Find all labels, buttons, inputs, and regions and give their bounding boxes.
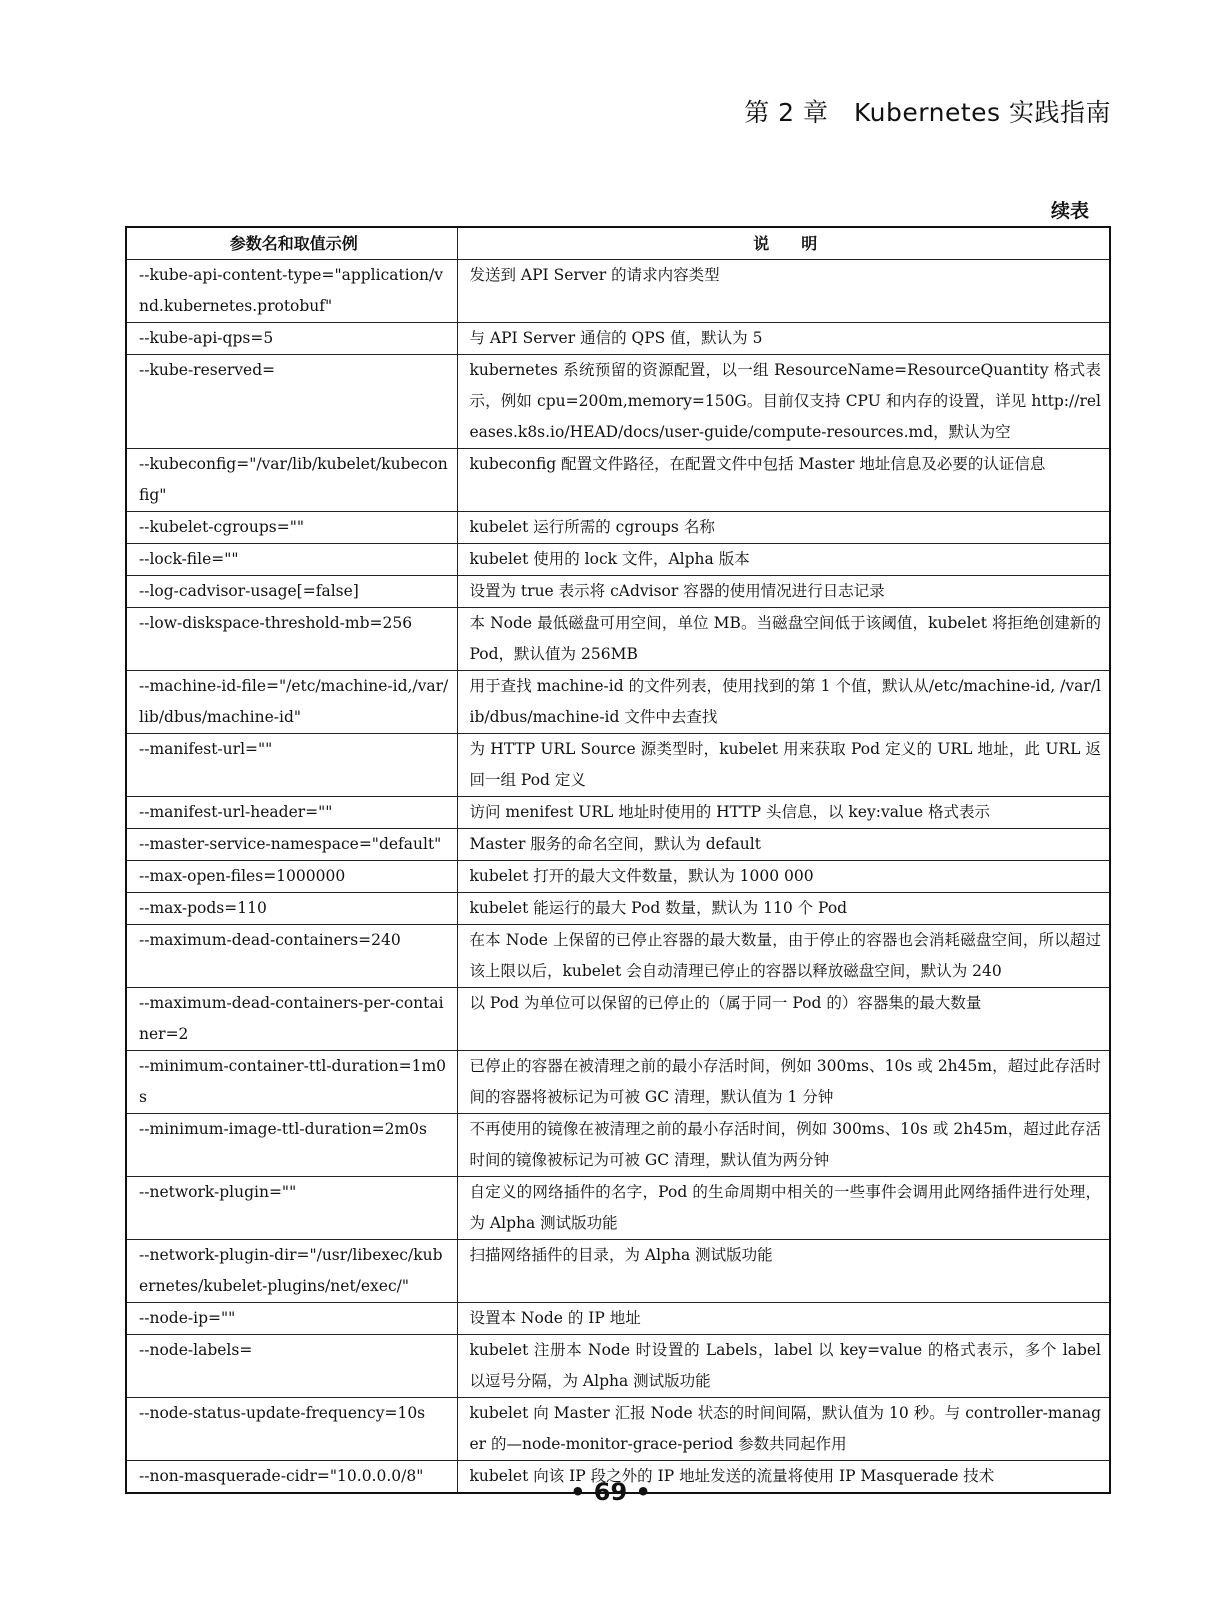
- description-cell: 本 Node 最低磁盘可用空间，单位 MB。当磁盘空间低于该阈值，kubelet 将拒绝创建新的 Pod，默认值为 256MB: [457, 608, 1110, 671]
- description-cell: 以 Pod 为单位可以保留的已停止的（属于同一 Pod 的）容器集的最大数量: [457, 988, 1110, 1051]
- description-cell: 用于查找 machine-id 的文件列表，使用找到的第 1 个值，默认从/etc/machine-id, /var/lib/dbus/machine-id 文件中去查找: [457, 671, 1110, 734]
- description-cell: kubelet 向 Master 汇报 Node 状态的时间间隔，默认值为 10 秒。与 controller-manager 的—node-monitor-grace-period 参数共同起作用: [457, 1398, 1110, 1461]
- table-row: [126, 576, 1110, 608]
- description-cell: 设置本 Node 的 IP 地址: [457, 1303, 1110, 1335]
- table-body: [126, 260, 1110, 1494]
- table-row: [126, 323, 1110, 355]
- description-cell: 扫描网络插件的目录，为 Alpha 测试版功能: [457, 1240, 1110, 1303]
- description-cell: 自定义的网络插件的名字，Pod 的生命周期中相关的一些事件会调用此网络插件进行处理，为 Alpha 测试版功能: [457, 1177, 1110, 1240]
- description-cell: Master 服务的命名空间，默认为 default: [457, 829, 1110, 861]
- description-cell: kubelet 打开的最大文件数量，默认为 1000 000: [457, 861, 1110, 893]
- description-cell: 与 API Server 通信的 QPS 值，默认为 5: [457, 323, 1110, 355]
- parameter-table: [125, 226, 1111, 1494]
- table-row: [126, 988, 1110, 1051]
- table-row: [126, 1335, 1110, 1398]
- description-cell: kubernetes 系统预留的资源配置，以一组 ResourceName=ResourceQuantity 格式表示，例如 cpu=200m,memory=150G。目前仅支持 CPU 和内存的设置，详见 http://releases.k8s.io/HEAD/docs/user-guide/compute-resources.md，默认为空: [457, 355, 1110, 449]
- parameter-cell: --kubelet-cgroups="": [126, 512, 457, 544]
- parameter-cell: --log-cadvisor-usage[=false]: [126, 576, 457, 608]
- parameter-cell: --kube-api-content-type="application/vnd.kubernetes.protobuf": [126, 260, 457, 323]
- table-row: [126, 1240, 1110, 1303]
- description-cell: kubelet 注册本 Node 时设置的 Labels，label 以 key=value 的格式表示，多个 label 以逗号分隔，为 Alpha 测试版功能: [457, 1335, 1110, 1398]
- parameter-cell: --node-status-update-frequency=10s: [126, 1398, 457, 1461]
- parameter-cell: --manifest-url="": [126, 734, 457, 797]
- column-header-parameter: 参数名和取值示例: [126, 227, 457, 260]
- table-row: [126, 734, 1110, 797]
- parameter-cell: --maximum-dead-containers=240: [126, 925, 457, 988]
- table-row: [126, 1177, 1110, 1240]
- parameter-cell: --minimum-image-ttl-duration=2m0s: [126, 1114, 457, 1177]
- parameter-cell: --node-labels=: [126, 1335, 457, 1398]
- parameter-cell: --maximum-dead-containers-per-container=2: [126, 988, 457, 1051]
- parameter-cell: --kubeconfig="/var/lib/kubelet/kubeconfig": [126, 449, 457, 512]
- parameter-cell: --network-plugin-dir="/usr/libexec/kubernetes/kubelet-plugins/net/exec/": [126, 1240, 457, 1303]
- parameter-cell: --manifest-url-header="": [126, 797, 457, 829]
- description-cell: 在本 Node 上保留的已停止容器的最大数量，由于停止的容器也会消耗磁盘空间，所以超过该上限以后，kubelet 会自动清理已停止的容器以释放磁盘空间，默认为 240: [457, 925, 1110, 988]
- parameter-cell: --low-diskspace-threshold-mb=256: [126, 608, 457, 671]
- description-cell: 为 HTTP URL Source 源类型时，kubelet 用来获取 Pod 定义的 URL 地址，此 URL 返回一组 Pod 定义: [457, 734, 1110, 797]
- chapter-header: 第 2 章 Kubernetes 实践指南: [744, 98, 1111, 127]
- table-row: [126, 893, 1110, 925]
- table-row: [126, 544, 1110, 576]
- table-row: [126, 671, 1110, 734]
- table-row: [126, 1303, 1110, 1335]
- parameter-cell: --master-service-namespace="default": [126, 829, 457, 861]
- table-row: [126, 1051, 1110, 1114]
- description-cell: kubelet 能运行的最大 Pod 数量，默认为 110 个 Pod: [457, 893, 1110, 925]
- table-row: [126, 861, 1110, 893]
- parameter-cell: --max-pods=110: [126, 893, 457, 925]
- parameter-cell: --non-masquerade-cidr="10.0.0.0/8": [126, 1461, 457, 1494]
- table-row: [126, 449, 1110, 512]
- parameter-cell: --node-ip="": [126, 1303, 457, 1335]
- description-cell: kubelet 向该 IP 段之外的 IP 地址发送的流量将使用 IP Masquerade 技术: [457, 1461, 1110, 1494]
- table-row: [126, 1398, 1110, 1461]
- table-row: [126, 829, 1110, 861]
- description-cell: 访问 menifest URL 地址时使用的 HTTP 头信息，以 key:value 格式表示: [457, 797, 1110, 829]
- parameter-cell: --kube-reserved=: [126, 355, 457, 449]
- table-row: [126, 925, 1110, 988]
- page-number: • 69 •: [570, 1478, 651, 1506]
- parameter-cell: --max-open-files=1000000: [126, 861, 457, 893]
- table-row: [126, 260, 1110, 323]
- description-cell: 已停止的容器在被清理之前的最小存活时间，例如 300ms、10s 或 2h45m，超过此存活时间的容器将被标记为可被 GC 清理，默认值为 1 分钟: [457, 1051, 1110, 1114]
- column-header-description: 说 明: [457, 227, 1110, 260]
- parameter-cell: --machine-id-file="/etc/machine-id,/var/lib/dbus/machine-id": [126, 671, 457, 734]
- table-row: [126, 355, 1110, 449]
- description-cell: 不再使用的镜像在被清理之前的最小存活时间，例如 300ms、10s 或 2h45m，超过此存活时间的镜像被标记为可被 GC 清理，默认值为两分钟: [457, 1114, 1110, 1177]
- table-row: [126, 1114, 1110, 1177]
- description-cell: kubeconfig 配置文件路径，在配置文件中包括 Master 地址信息及必要的认证信息: [457, 449, 1110, 512]
- description-cell: 设置为 true 表示将 cAdvisor 容器的使用情况进行日志记录: [457, 576, 1110, 608]
- table-row: [126, 608, 1110, 671]
- description-cell: kubelet 使用的 lock 文件，Alpha 版本: [457, 544, 1110, 576]
- parameter-cell: --kube-api-qps=5: [126, 323, 457, 355]
- table-header-row: [126, 227, 1110, 260]
- continued-table-label: 续表: [1050, 200, 1089, 222]
- table-row: [126, 797, 1110, 829]
- parameter-cell: --lock-file="": [126, 544, 457, 576]
- description-cell: kubelet 运行所需的 cgroups 名称: [457, 512, 1110, 544]
- parameter-cell: --minimum-container-ttl-duration=1m0s: [126, 1051, 457, 1114]
- parameter-cell: --network-plugin="": [126, 1177, 457, 1240]
- table-row: [126, 512, 1110, 544]
- description-cell: 发送到 API Server 的请求内容类型: [457, 260, 1110, 323]
